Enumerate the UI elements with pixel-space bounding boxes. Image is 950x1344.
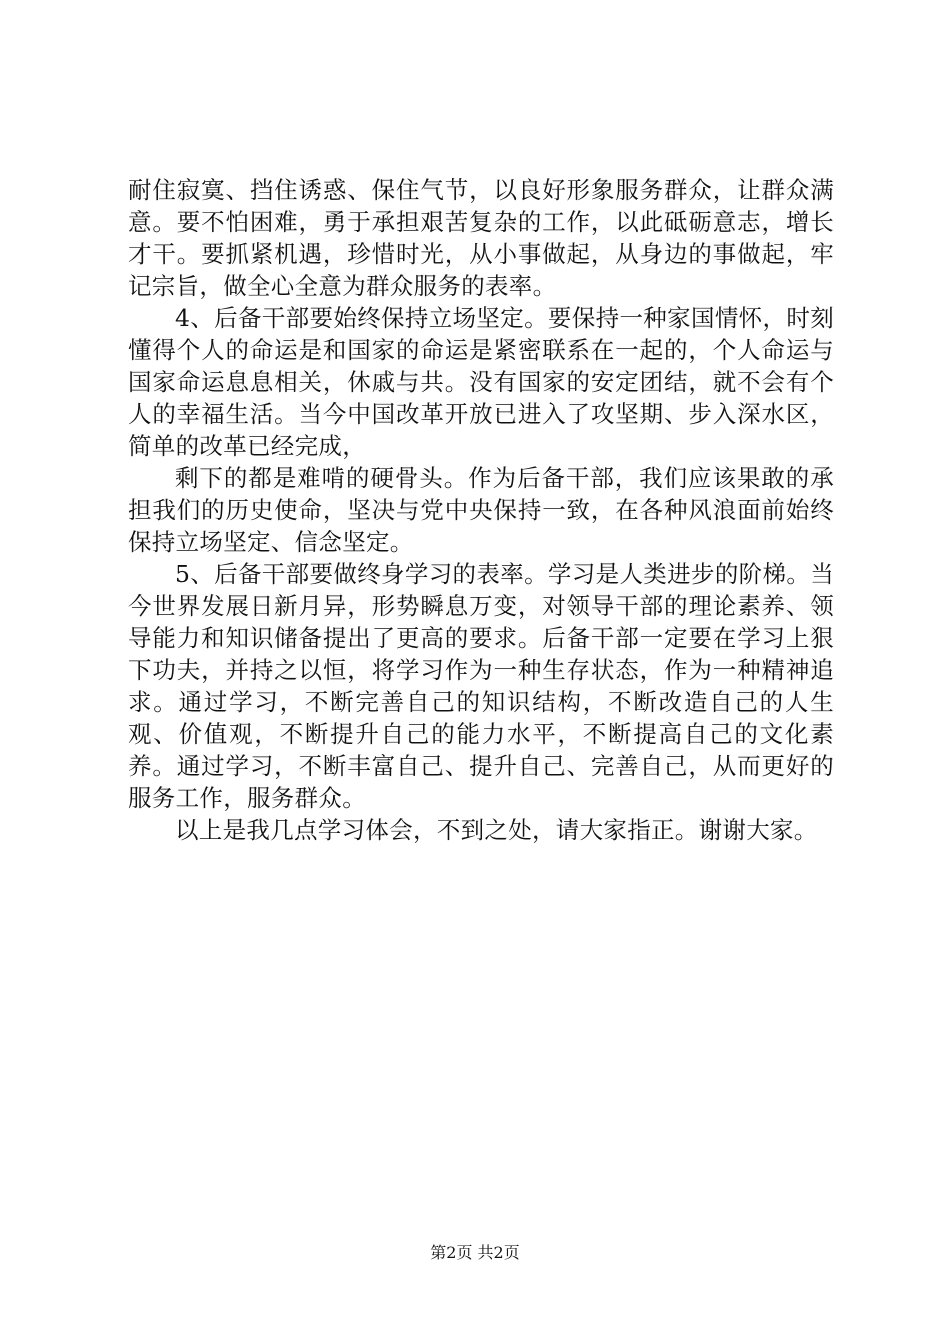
paragraph-4: 5、后备干部要做终身学习的表率。学习是人类进步的阶梯。当今世界发展日新月异，形势瞬息万变，对领导干部的理论素养、领导能力和知识储备提出了更高的要求。后备干部一定要在学习上狠下功夫，并持之以恒，将学习作为一种生存状态，作为一种精神追求。通过学习，不断完善自己的知识结构，不断改造自己的人生观、价值观，不断提升自己的能力水平，不断提高自己的文化素养。通过学习，不断丰富自己、提升自己、完善自己，从而更好的服务工作，服务群众。 (128, 560, 834, 812)
page-number-footer: 第2页 共2页 (430, 1243, 520, 1262)
paragraph-5: 以上是我几点学习体会，不到之处，请大家指正。谢谢大家。 (175, 816, 818, 844)
paragraph-1: 耐住寂寞、挡住诱惑、保住气节，以良好形象服务群众，让群众满意。要不怕困难，勇于承担艰苦复杂的工作，以此砥砺意志，增长才干。要抓紧机遇，珍惜时光，从小事做起，从身边的事做起，牢记宗旨，做全心全意为群众服务的表率。 (128, 176, 834, 300)
paragraph-2: 4、后备干部要始终保持立场坚定。要保持一种家国情怀，时刻懂得个人的命运是和国家的命运是紧密联系在一起的，个人命运与国家命运息息相关，休戚与共。没有国家的安定团结，就不会有个人的幸福生活。当今中国改革开放已进入了攻坚期、步入深水区，简单的改革已经完成， (128, 304, 834, 460)
document-body (128, 174, 834, 846)
paragraph-3: 剩下的都是难啃的硬骨头。作为后备干部，我们应该果敢的承担我们的历史使命，坚决与党中央保持一致，在各种风浪面前始终保持立场坚定、信念坚定。 (128, 464, 834, 556)
